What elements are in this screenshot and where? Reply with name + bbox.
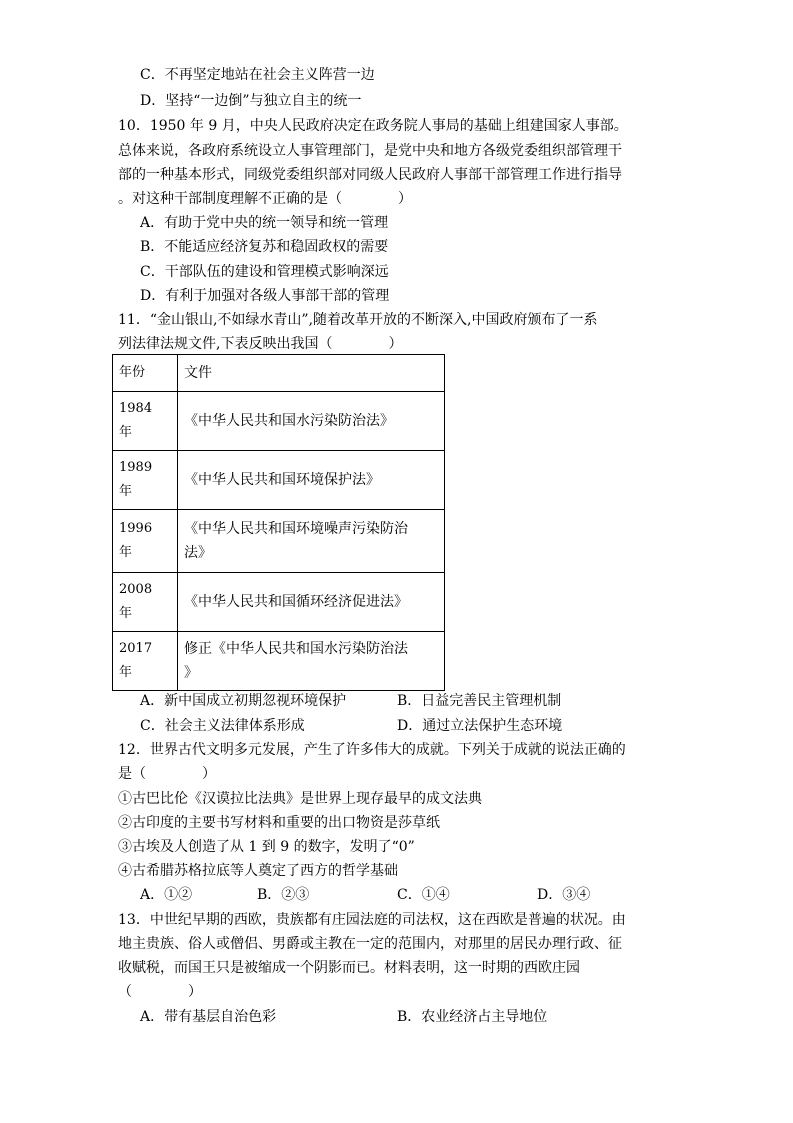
table-row bbox=[113, 392, 445, 451]
q12-statement-2: ②古印度的主要书写材料和重要的出口物资是莎草纸 bbox=[118, 815, 440, 831]
q13-stem-line-1: 13．中世纪早期的西欧，贵族都有庄园法庭的司法权，这在西欧是普遍的状况。由 bbox=[118, 912, 626, 928]
q12-statement-3: ③古埃及人创造了从 1 到 9 的数字，发明了“0” bbox=[118, 839, 415, 855]
table-cell-document: 《中华人民共和国环境噪声污染防治 法》 bbox=[178, 510, 445, 573]
table-cell-year: 1989 年 bbox=[113, 451, 178, 510]
q13-stem-line-3: 收赋税，而国王只是被缩成一个阴影而已。材料表明，这一时期的西欧庄园 bbox=[118, 960, 580, 976]
q12-option-a: A．①② bbox=[140, 887, 193, 903]
table-row bbox=[113, 632, 445, 691]
q12-option-c: C．①④ bbox=[397, 887, 450, 903]
table-header-row bbox=[113, 355, 445, 392]
table-cell-document: 《中华人民共和国循环经济促进法》 bbox=[178, 573, 445, 632]
q10-stem-line-4: 。对这种干部制度理解不正确的是（ ） bbox=[118, 191, 412, 207]
table-cell-document: 修正《中华人民共和国水污染防治法 》 bbox=[178, 632, 445, 691]
table-header-year: 年份 bbox=[113, 355, 178, 392]
q10-stem-line-2: 总体来说，各政府系统设立人事管理部门，是党中央和地方各级党委组织部管理干 bbox=[118, 143, 622, 159]
table-row bbox=[113, 451, 445, 510]
q9-option-d: D．坚持“一边倒”与独立自主的统一 bbox=[140, 93, 362, 109]
q12-stem-line-1: 12．世界古代文明多元发展，产生了许多伟大的成就。下列关于成就的说法正确的 bbox=[118, 742, 626, 758]
table-row bbox=[113, 573, 445, 632]
table-cell-year: 2008 年 bbox=[113, 573, 178, 632]
q12-option-b: B．②③ bbox=[257, 887, 310, 903]
q13-stem-line-4: （ ） bbox=[118, 984, 202, 1000]
table-cell-year: 2017 年 bbox=[113, 632, 178, 691]
q12-statement-4: ④古希腊苏格拉底等人奠定了西方的哲学基础 bbox=[118, 863, 398, 879]
q10-option-d: D．有利于加强对各级人事部干部的管理 bbox=[140, 288, 390, 304]
q10-option-b: B．不能适应经济复苏和稳固政权的需要 bbox=[140, 239, 389, 255]
q11-stem-line-1: 11．“金山银山,不如绿水青山”,随着改革开放的不断深入,中国政府颁布了一系 bbox=[118, 312, 598, 328]
q11-option-b: B．日益完善民主管理机制 bbox=[397, 693, 562, 709]
q13-option-a: A．带有基层自治色彩 bbox=[140, 1009, 277, 1025]
q12-option-d: D．③④ bbox=[537, 887, 591, 903]
q10-stem-line-3: 部的一种基本形式，同级党委组织部对同级人民政府人事部干部管理工作进行指导 bbox=[118, 167, 622, 183]
q11-stem-line-2: 列法律法规文件,下表反映出我国（ ） bbox=[118, 336, 403, 352]
q13-stem-line-2: 地主贵族、俗人或僧侣、男爵或主教在一定的范围内，对那里的居民办理行政、征 bbox=[118, 936, 622, 952]
q10-option-c: C．干部队伍的建设和管理模式影响深远 bbox=[140, 264, 389, 280]
law-table bbox=[112, 354, 445, 691]
q13-option-b: B．农业经济占主导地位 bbox=[397, 1009, 548, 1025]
table-header-document: 文件 bbox=[178, 355, 445, 392]
q11-option-c: C．社会主义法律体系形成 bbox=[140, 718, 305, 734]
q9-option-c: C．不再坚定地站在社会主义阵营一边 bbox=[140, 67, 375, 83]
q12-stem-line-2: 是（ ） bbox=[118, 766, 216, 782]
q10-stem-line-1: 10．1950 年 9 月，中央人民政府决定在政务院人事局的基础上组建国家人事部。 bbox=[118, 118, 628, 134]
table-cell-year: 1996 年 bbox=[113, 510, 178, 573]
q10-option-a: A．有助于党中央的统一领导和统一管理 bbox=[140, 215, 389, 231]
table-cell-document: 《中华人民共和国水污染防治法》 bbox=[178, 392, 445, 451]
q11-option-a: A．新中国成立初期忽视环境保护 bbox=[140, 693, 347, 709]
q11-option-d: D．通过立法保护生态环境 bbox=[397, 718, 563, 734]
table-cell-document: 《中华人民共和国环境保护法》 bbox=[178, 451, 445, 510]
table-row bbox=[113, 510, 445, 573]
table-cell-year: 1984 年 bbox=[113, 392, 178, 451]
q12-statement-1: ①古巴比伦《汉谟拉比法典》是世界上现存最早的成文法典 bbox=[118, 791, 482, 807]
